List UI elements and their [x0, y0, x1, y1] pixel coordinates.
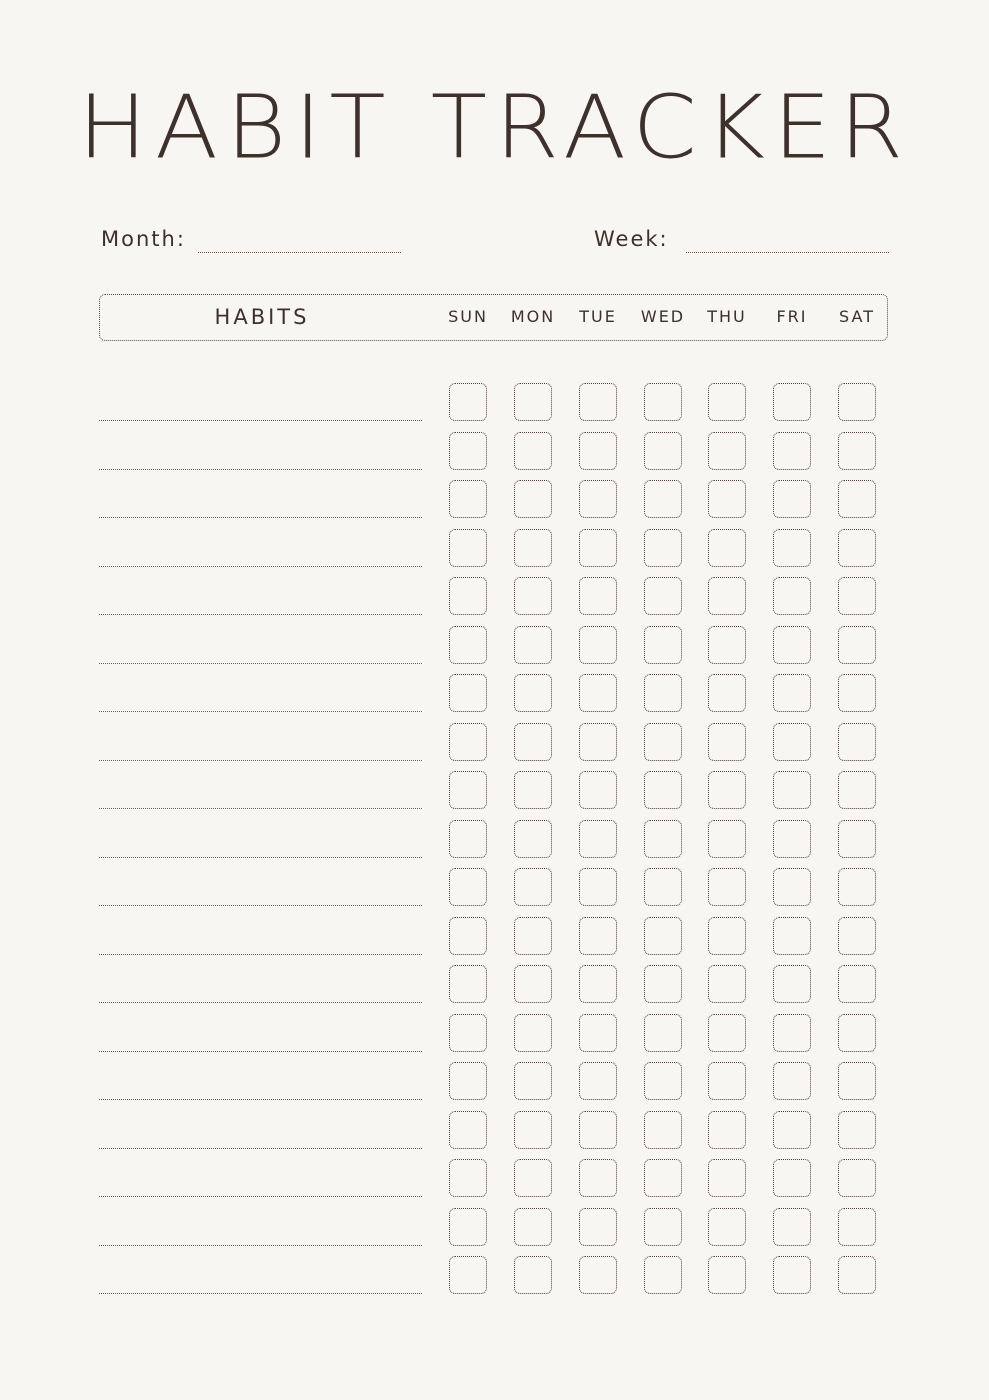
habit-checkbox-tue[interactable]	[579, 1208, 617, 1246]
day-header-thu: THU	[707, 307, 747, 326]
habit-checkbox-sun[interactable]	[449, 1208, 487, 1246]
habit-checkbox-tue[interactable]	[579, 480, 617, 518]
habit-checkbox-mon[interactable]	[514, 868, 552, 906]
habit-checkbox-tue[interactable]	[579, 674, 617, 712]
habit-checkbox-wed[interactable]	[644, 1256, 682, 1294]
habit-checkbox-wed[interactable]	[644, 432, 682, 470]
habit-checkbox-mon[interactable]	[514, 1159, 552, 1197]
habit-checkbox-mon[interactable]	[514, 674, 552, 712]
habit-checkbox-wed[interactable]	[644, 917, 682, 955]
habit-checkbox-wed[interactable]	[644, 820, 682, 858]
habit-checkbox-sat[interactable]	[838, 383, 876, 421]
habit-checkbox-tue[interactable]	[579, 965, 617, 1003]
habit-name-line[interactable]	[99, 420, 422, 421]
habit-checkbox-fri[interactable]	[773, 577, 811, 615]
habits-column-header: HABITS	[214, 305, 310, 329]
habit-checkbox-mon[interactable]	[514, 820, 552, 858]
habit-checkbox-tue[interactable]	[579, 917, 617, 955]
habit-checkbox-wed[interactable]	[644, 868, 682, 906]
habit-checkbox-mon[interactable]	[514, 383, 552, 421]
habit-checkbox-thu[interactable]	[708, 1014, 746, 1052]
day-header-fri: FRI	[776, 307, 808, 326]
habit-checkbox-sat[interactable]	[838, 626, 876, 664]
habit-checkbox-sat[interactable]	[838, 965, 876, 1003]
habit-checkbox-fri[interactable]	[773, 1159, 811, 1197]
month-field[interactable]	[198, 252, 401, 253]
habit-checkbox-tue[interactable]	[579, 577, 617, 615]
habit-checkbox-fri[interactable]	[773, 917, 811, 955]
habit-name-line[interactable]	[99, 1051, 422, 1052]
habit-checkbox-thu[interactable]	[708, 1062, 746, 1100]
habit-name-line[interactable]	[99, 1148, 422, 1149]
habit-checkbox-tue[interactable]	[579, 383, 617, 421]
habit-name-line[interactable]	[99, 808, 422, 809]
habit-checkbox-sun[interactable]	[449, 1256, 487, 1294]
habit-checkbox-mon[interactable]	[514, 432, 552, 470]
habit-checkbox-mon[interactable]	[514, 480, 552, 518]
habit-checkbox-mon[interactable]	[514, 529, 552, 567]
habit-checkbox-sun[interactable]	[449, 577, 487, 615]
day-header-sun: SUN	[448, 307, 488, 326]
habit-checkbox-sat[interactable]	[838, 1159, 876, 1197]
habit-checkbox-wed[interactable]	[644, 1159, 682, 1197]
habit-checkbox-fri[interactable]	[773, 626, 811, 664]
habit-checkbox-mon[interactable]	[514, 1111, 552, 1149]
habit-checkbox-thu[interactable]	[708, 529, 746, 567]
habit-checkbox-sat[interactable]	[838, 820, 876, 858]
habit-checkbox-sat[interactable]	[838, 1062, 876, 1100]
habit-checkbox-fri[interactable]	[773, 674, 811, 712]
habit-checkbox-sun[interactable]	[449, 1014, 487, 1052]
habit-checkbox-thu[interactable]	[708, 432, 746, 470]
habit-checkbox-sun[interactable]	[449, 820, 487, 858]
habit-name-line[interactable]	[99, 517, 422, 518]
habit-checkbox-fri[interactable]	[773, 1256, 811, 1294]
habit-checkbox-sun[interactable]	[449, 626, 487, 664]
habit-checkbox-fri[interactable]	[773, 480, 811, 518]
habit-checkbox-fri[interactable]	[773, 1208, 811, 1246]
habit-checkbox-wed[interactable]	[644, 529, 682, 567]
habit-checkbox-sun[interactable]	[449, 432, 487, 470]
habit-name-line[interactable]	[99, 663, 422, 664]
habit-checkbox-fri[interactable]	[773, 1111, 811, 1149]
habit-checkbox-sat[interactable]	[838, 577, 876, 615]
habit-name-line[interactable]	[99, 1002, 422, 1003]
habit-checkbox-sat[interactable]	[838, 1111, 876, 1149]
habit-checkbox-sun[interactable]	[449, 1062, 487, 1100]
habit-checkbox-fri[interactable]	[773, 820, 811, 858]
week-label: Week:	[594, 227, 669, 251]
habit-checkbox-sun[interactable]	[449, 1111, 487, 1149]
habit-name-line[interactable]	[99, 614, 422, 615]
habit-checkbox-tue[interactable]	[579, 723, 617, 761]
habit-checkbox-fri[interactable]	[773, 1014, 811, 1052]
habit-checkbox-thu[interactable]	[708, 868, 746, 906]
habit-checkbox-thu[interactable]	[708, 1159, 746, 1197]
habit-checkbox-sun[interactable]	[449, 771, 487, 809]
habit-name-line[interactable]	[99, 469, 422, 470]
habit-checkbox-sat[interactable]	[838, 1256, 876, 1294]
habit-checkbox-tue[interactable]	[579, 1159, 617, 1197]
habit-checkbox-wed[interactable]	[644, 1014, 682, 1052]
habit-checkbox-sat[interactable]	[838, 529, 876, 567]
habit-checkbox-sun[interactable]	[449, 383, 487, 421]
habit-checkbox-fri[interactable]	[773, 529, 811, 567]
habit-checkbox-wed[interactable]	[644, 1111, 682, 1149]
habit-checkbox-sat[interactable]	[838, 480, 876, 518]
habit-checkbox-wed[interactable]	[644, 965, 682, 1003]
habit-checkbox-sat[interactable]	[838, 1208, 876, 1246]
habit-checkbox-thu[interactable]	[708, 723, 746, 761]
habit-checkbox-mon[interactable]	[514, 1256, 552, 1294]
habit-name-line[interactable]	[99, 1196, 422, 1197]
habit-checkbox-mon[interactable]	[514, 626, 552, 664]
habit-checkbox-thu[interactable]	[708, 1111, 746, 1149]
habit-checkbox-mon[interactable]	[514, 1014, 552, 1052]
habit-checkbox-sun[interactable]	[449, 480, 487, 518]
habit-name-line[interactable]	[99, 1293, 422, 1294]
habit-checkbox-sun[interactable]	[449, 868, 487, 906]
habit-checkbox-thu[interactable]	[708, 965, 746, 1003]
month-label: Month:	[101, 227, 186, 251]
habit-checkbox-tue[interactable]	[579, 529, 617, 567]
habit-checkbox-fri[interactable]	[773, 965, 811, 1003]
habit-checkbox-wed[interactable]	[644, 626, 682, 664]
habit-name-line[interactable]	[99, 566, 422, 567]
habit-name-line[interactable]	[99, 760, 422, 761]
habit-name-line[interactable]	[99, 711, 422, 712]
habit-checkbox-thu[interactable]	[708, 1208, 746, 1246]
day-header-sat: SAT	[839, 307, 875, 326]
habit-checkbox-tue[interactable]	[579, 1111, 617, 1149]
habit-checkbox-sat[interactable]	[838, 674, 876, 712]
habit-checkbox-sat[interactable]	[838, 432, 876, 470]
habit-checkbox-tue[interactable]	[579, 771, 617, 809]
day-header-mon: MON	[510, 307, 556, 326]
habit-checkbox-wed[interactable]	[644, 577, 682, 615]
habit-checkbox-sun[interactable]	[449, 917, 487, 955]
habit-checkbox-thu[interactable]	[708, 771, 746, 809]
habit-name-line[interactable]	[99, 1245, 422, 1246]
habit-name-line[interactable]	[99, 954, 422, 955]
habit-checkbox-tue[interactable]	[579, 1256, 617, 1294]
habit-checkbox-thu[interactable]	[708, 626, 746, 664]
habit-checkbox-fri[interactable]	[773, 868, 811, 906]
habit-checkbox-thu[interactable]	[708, 1256, 746, 1294]
habit-checkbox-tue[interactable]	[579, 868, 617, 906]
habit-checkbox-tue[interactable]	[579, 1062, 617, 1100]
habit-checkbox-mon[interactable]	[514, 917, 552, 955]
habit-checkbox-mon[interactable]	[514, 965, 552, 1003]
habit-checkbox-sun[interactable]	[449, 674, 487, 712]
habit-checkbox-mon[interactable]	[514, 1062, 552, 1100]
habit-name-line[interactable]	[99, 905, 422, 906]
habit-checkbox-sat[interactable]	[838, 723, 876, 761]
habit-checkbox-thu[interactable]	[708, 480, 746, 518]
habit-checkbox-sat[interactable]	[838, 1014, 876, 1052]
habit-checkbox-mon[interactable]	[514, 577, 552, 615]
habit-checkbox-tue[interactable]	[579, 432, 617, 470]
habit-checkbox-sun[interactable]	[449, 529, 487, 567]
habit-checkbox-sat[interactable]	[838, 917, 876, 955]
habit-checkbox-fri[interactable]	[773, 1062, 811, 1100]
habit-checkbox-tue[interactable]	[579, 820, 617, 858]
habit-checkbox-mon[interactable]	[514, 723, 552, 761]
day-header-tue: TUE	[579, 307, 617, 326]
habit-checkbox-mon[interactable]	[514, 771, 552, 809]
page-title: HABIT TRACKER	[77, 76, 912, 179]
habit-checkbox-fri[interactable]	[773, 432, 811, 470]
habit-checkbox-wed[interactable]	[644, 383, 682, 421]
habit-checkbox-wed[interactable]	[644, 480, 682, 518]
habit-checkbox-wed[interactable]	[644, 1208, 682, 1246]
habit-checkbox-thu[interactable]	[708, 383, 746, 421]
habit-checkbox-sun[interactable]	[449, 723, 487, 761]
habit-checkbox-thu[interactable]	[708, 917, 746, 955]
habit-checkbox-sat[interactable]	[838, 771, 876, 809]
day-header-wed: WED	[640, 307, 686, 326]
habit-checkbox-sun[interactable]	[449, 965, 487, 1003]
habit-checkbox-tue[interactable]	[579, 1014, 617, 1052]
habit-checkbox-wed[interactable]	[644, 771, 682, 809]
habit-checkbox-fri[interactable]	[773, 771, 811, 809]
habit-checkbox-sun[interactable]	[449, 1159, 487, 1197]
habit-checkbox-sat[interactable]	[838, 868, 876, 906]
habit-checkbox-thu[interactable]	[708, 820, 746, 858]
week-field[interactable]	[686, 252, 889, 253]
habit-checkbox-wed[interactable]	[644, 723, 682, 761]
habit-checkbox-wed[interactable]	[644, 1062, 682, 1100]
habit-checkbox-fri[interactable]	[773, 723, 811, 761]
habit-checkbox-mon[interactable]	[514, 1208, 552, 1246]
habit-checkbox-thu[interactable]	[708, 577, 746, 615]
habit-name-line[interactable]	[99, 857, 422, 858]
habit-checkbox-fri[interactable]	[773, 383, 811, 421]
habit-checkbox-tue[interactable]	[579, 626, 617, 664]
habit-checkbox-wed[interactable]	[644, 674, 682, 712]
habit-checkbox-thu[interactable]	[708, 674, 746, 712]
habit-name-line[interactable]	[99, 1099, 422, 1100]
